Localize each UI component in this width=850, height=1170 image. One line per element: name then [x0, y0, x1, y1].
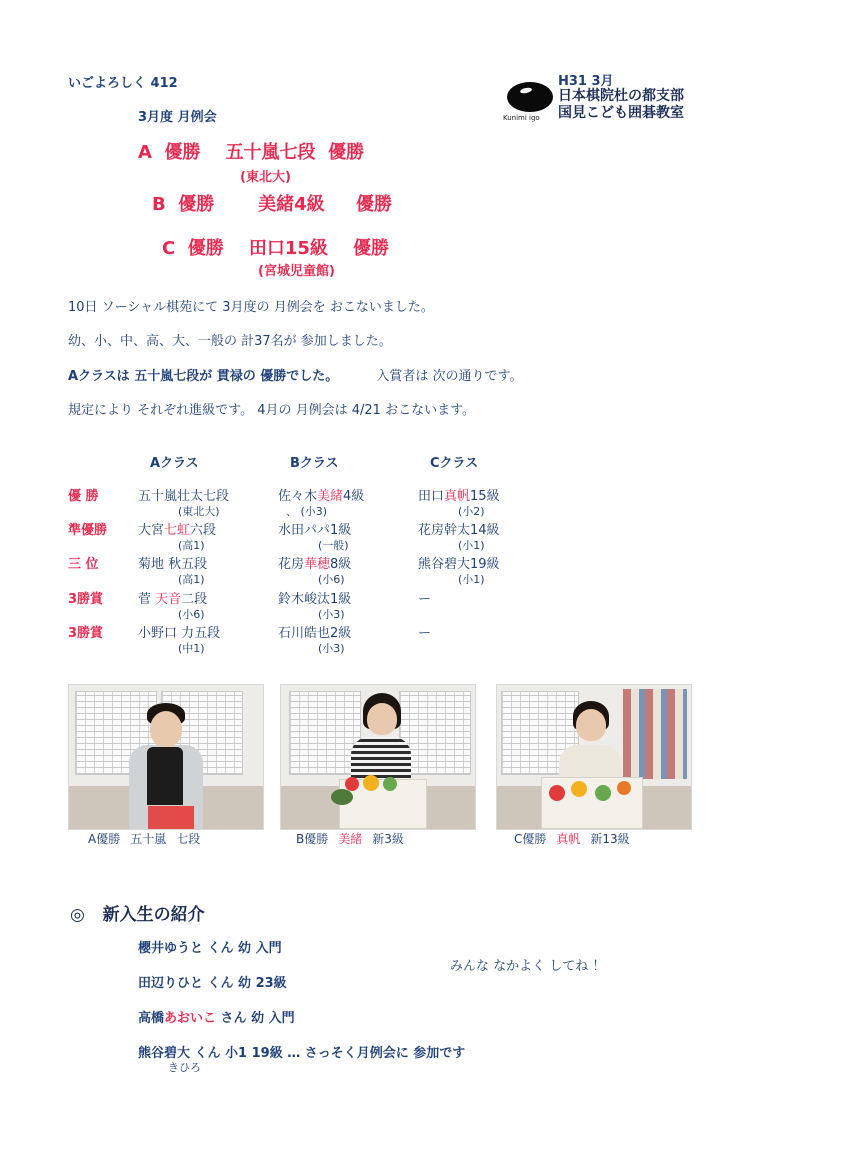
headline-c	[162, 234, 389, 260]
headline-c-class: C	[162, 238, 176, 259]
result-name-pre: 鈴木峻汰1級	[278, 592, 352, 607]
result-b-name	[278, 622, 351, 641]
newcomer-4-reading: きひろ	[168, 1061, 201, 1074]
result-a-name	[138, 519, 216, 538]
result-name-post: 8級	[330, 557, 352, 572]
result-name-pre: 五十嵐壮太七段	[138, 489, 230, 504]
headline-c-name: 田口15級	[248, 238, 328, 259]
page-subtitle: 3月度 月例会	[138, 110, 217, 125]
result-c-name	[418, 553, 500, 572]
body-paragraph-3-a: Aクラスは 五十嵐七段が 貫禄の 優勝でした。	[68, 369, 339, 384]
body-paragraph-3-b: 入賞者は 次の通りです。	[376, 369, 523, 384]
result-name-pre: ー	[418, 626, 432, 641]
photo-a-winner	[68, 684, 264, 830]
org-name-line1: 日本棋院杜の都支部	[558, 88, 684, 104]
newcomers-heading	[70, 900, 205, 925]
issue-date: H31 3月	[558, 74, 614, 89]
newcomer-2: 田辺りひと くん 幼 23級	[138, 976, 287, 991]
result-name-pre: 小野口 力五段	[138, 626, 221, 641]
newcomer-3-detail: さん 幼 入門	[216, 1011, 295, 1026]
photo-b-caption-label: B優勝	[296, 832, 329, 846]
result-a-name	[138, 622, 220, 641]
result-a-note: (中1)	[178, 642, 205, 655]
result-b-note: (一般)	[318, 539, 349, 552]
headline-c-affiliation: (宮城児童館)	[258, 264, 335, 279]
result-a-name	[138, 553, 207, 572]
headline-b-class: B	[152, 194, 166, 215]
headline-c-suffix: 優勝	[352, 238, 389, 259]
logo-caption: Kunimi igo	[503, 114, 540, 122]
newcomers-title: 新入生の紹介	[102, 905, 205, 925]
body-paragraph-4: 規定により それぞれ進級です。 4月の 月例会は 4/21 おこないます。	[68, 403, 476, 418]
result-name-hl: 華穂	[304, 557, 331, 572]
headline-b-suffix: 優勝	[356, 194, 393, 215]
newsletter-title: いごよろしく 412	[68, 76, 178, 91]
result-name-pre: 石川皓也2級	[278, 626, 352, 641]
newcomer-3-surname: 高橋	[138, 1011, 165, 1026]
result-b-note: 、 (小3)	[286, 505, 328, 518]
result-b-name	[278, 519, 351, 538]
headline-b	[152, 190, 392, 216]
result-c-name	[418, 519, 500, 538]
result-name-pre: 熊谷碧大19級	[418, 557, 500, 572]
headline-b-name: 美緒4級	[258, 194, 325, 215]
headline-a-name: 五十嵐七段	[225, 142, 316, 163]
result-name-post: 六段	[190, 523, 217, 538]
result-c-name	[418, 485, 500, 504]
org-name-line2: 国見こども囲碁教室	[558, 105, 684, 121]
result-name-pre: 大宮	[138, 523, 165, 538]
result-name-pre: 菅	[138, 592, 156, 607]
headline-a-label: 優勝	[164, 142, 201, 163]
club-logo	[507, 82, 553, 112]
result-rank: 3勝賞	[68, 592, 104, 607]
photo-a-caption	[88, 830, 210, 847]
result-name-pre: ー	[418, 592, 432, 607]
photo-c-caption	[514, 830, 640, 847]
headline-a-class: A	[138, 142, 152, 163]
photo-b-winner	[280, 684, 476, 830]
header-b-class: Bクラス	[290, 456, 339, 471]
result-c-name	[418, 588, 431, 607]
result-a-note: (高1)	[178, 539, 205, 552]
newcomer-3	[138, 1007, 295, 1026]
welcome-message: みんな なかよく してね ！	[450, 959, 606, 974]
result-name-hl: 美緒	[317, 489, 344, 504]
result-name-post: 15級	[470, 489, 500, 504]
photo-c-caption-label: C優勝	[514, 832, 547, 846]
result-name-pre: 水田パパ1級	[278, 523, 352, 538]
result-name-pre: 菊地 秋五段	[138, 557, 208, 572]
result-rank: 優 勝	[68, 489, 99, 504]
result-b-name	[278, 485, 364, 504]
body-paragraph-3	[68, 365, 522, 384]
result-name-pre: 佐々木	[278, 489, 318, 504]
result-c-name	[418, 622, 431, 641]
result-name-pre: 花房幹太14級	[418, 523, 500, 538]
headline-a	[138, 138, 364, 164]
result-c-note: (小2)	[458, 505, 485, 518]
body-paragraph-2: 幼、小、中、高、大、一般の 計37名が 参加しました。	[68, 334, 392, 349]
result-name-pre: 花房	[278, 557, 305, 572]
result-a-note: (東北大)	[178, 505, 220, 518]
result-name-pre: 田口	[418, 489, 445, 504]
photo-a-caption-label: A優勝	[88, 832, 121, 846]
newcomer-1: 櫻井ゆうと くん 幼 入門	[138, 941, 282, 956]
headline-c-label: 優勝	[187, 238, 224, 259]
photo-b-caption-rank: 新3級	[372, 832, 404, 846]
body-paragraph-1: 10日 ソーシャル棋苑にて 3月度の 月例会を おこないました。	[68, 300, 434, 315]
result-b-note: (小3)	[318, 608, 345, 621]
photo-c-winner	[496, 684, 692, 830]
photo-b-caption-name: 美緒	[338, 832, 363, 846]
photo-a-caption-name: 五十嵐	[130, 832, 167, 846]
result-c-note: (小1)	[458, 539, 485, 552]
header-c-class: Cクラス	[430, 456, 479, 471]
result-b-name	[278, 588, 351, 607]
headline-a-suffix: 優勝	[328, 142, 365, 163]
photo-a-caption-rank: 七段	[176, 832, 201, 846]
result-a-note: (小6)	[178, 608, 205, 621]
photo-c-caption-name: 真帆	[556, 832, 581, 846]
header-a-class: Aクラス	[150, 456, 199, 471]
result-a-name	[138, 588, 207, 607]
newcomer-3-given: あおいこ	[164, 1011, 217, 1026]
result-name-hl: 七虹	[164, 523, 191, 538]
result-rank: 3勝賞	[68, 626, 104, 641]
result-c-note: (小1)	[458, 573, 485, 586]
result-a-note: (高1)	[178, 573, 205, 586]
result-b-name	[278, 553, 351, 572]
headline-a-affiliation: (東北大)	[240, 170, 291, 185]
photo-b-caption	[296, 830, 414, 847]
result-a-name	[138, 485, 229, 504]
result-name-post: 二段	[181, 592, 208, 607]
result-rank: 三 位	[68, 557, 99, 572]
result-name-hl: 真帆	[444, 489, 471, 504]
newcomer-4: 熊谷碧大 くん 小1 19級 … さっそく月例会に 参加です	[138, 1046, 466, 1061]
result-name-hl: 天音	[155, 592, 182, 607]
headline-b-label: 優勝	[178, 194, 215, 215]
result-rank: 準優勝	[68, 523, 108, 538]
photo-c-caption-rank: 新13級	[590, 832, 630, 846]
newcomers-mark: ◎	[70, 905, 85, 925]
result-b-note: (小3)	[318, 642, 345, 655]
result-b-note: (小6)	[318, 573, 345, 586]
result-name-post: 4級	[343, 489, 365, 504]
